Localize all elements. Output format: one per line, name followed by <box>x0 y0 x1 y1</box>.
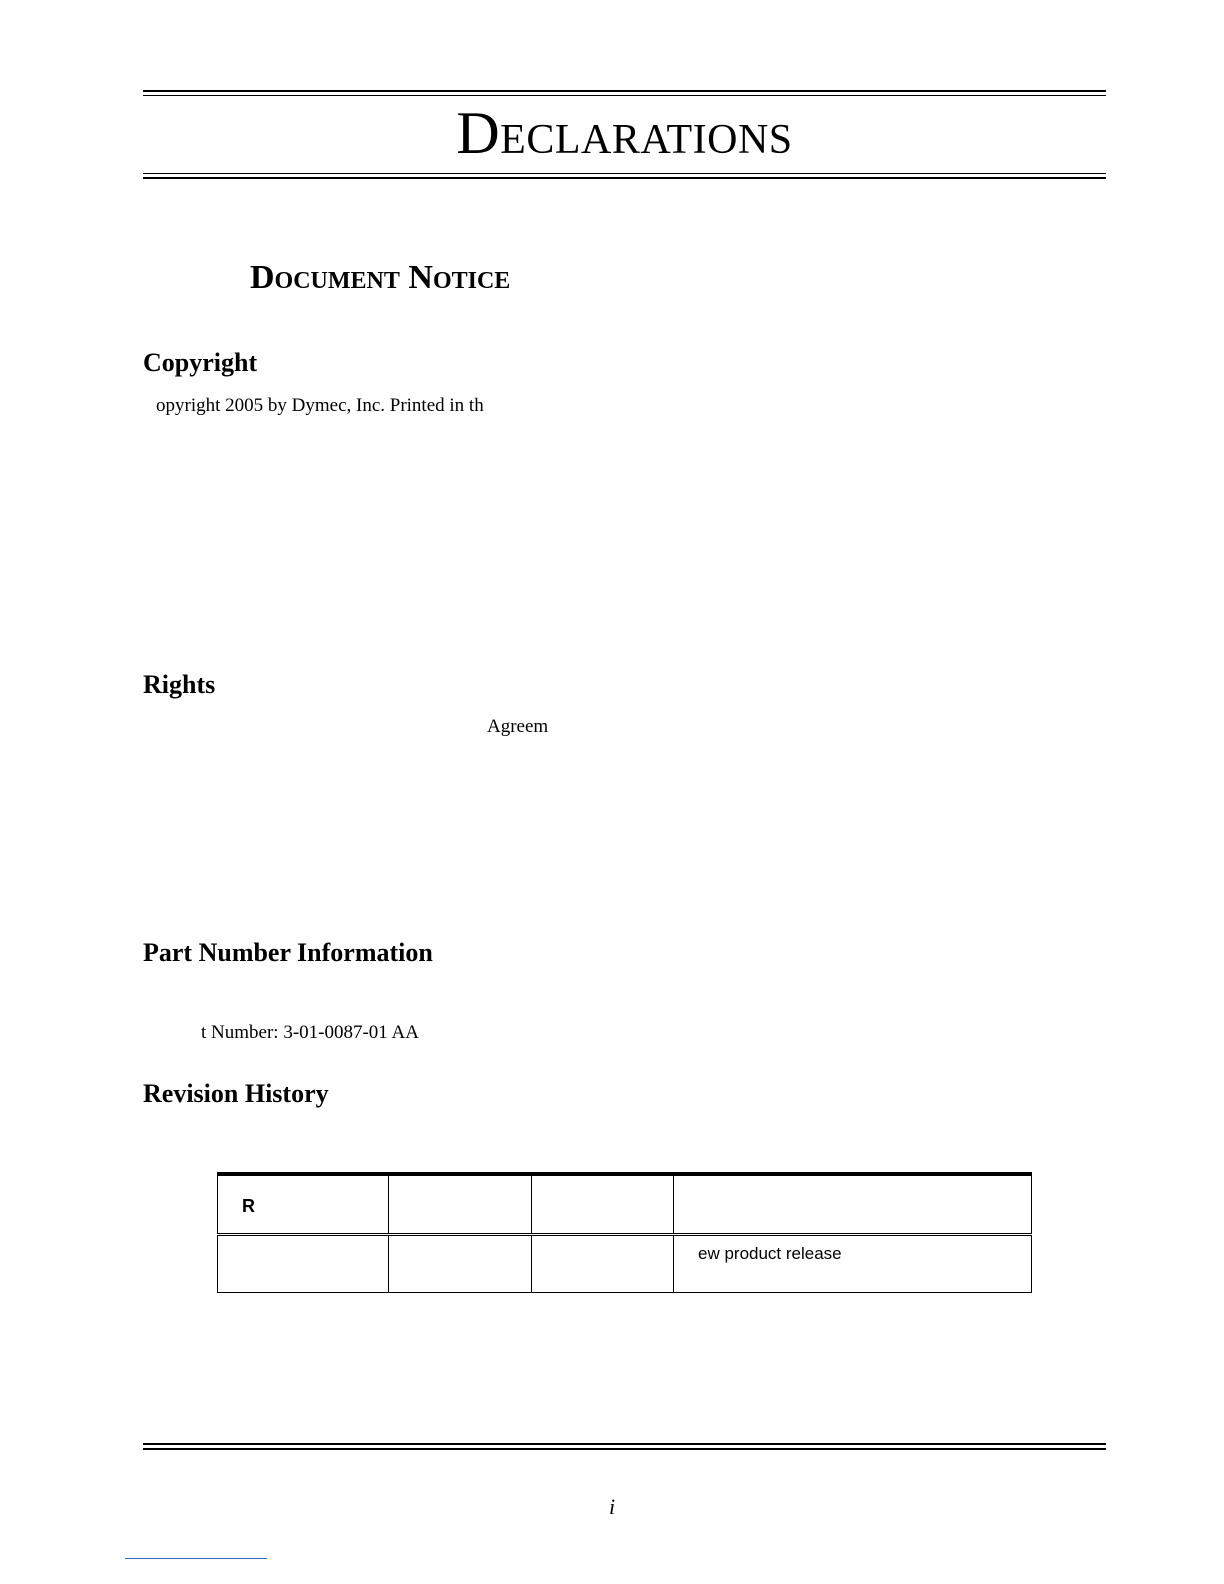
page-title: Declarations <box>456 100 793 166</box>
table-cell <box>218 1234 389 1292</box>
copyright-text: opyright 2005 by Dymec, Inc. Printed in th <box>156 395 484 416</box>
rights-heading: Rights <box>143 670 216 699</box>
top-rule-lower <box>143 173 1106 181</box>
table-header-row <box>218 1174 1032 1234</box>
table-cell: ew product release <box>674 1234 1032 1292</box>
table-cell <box>532 1234 674 1292</box>
table-header-cell <box>674 1174 1032 1234</box>
part-number-text: t Number: 3-01-0087-01 AA <box>201 1022 419 1043</box>
table-header-cell <box>532 1174 674 1234</box>
page-number: i <box>608 1494 616 1519</box>
revision-history-heading: Revision History <box>143 1079 329 1108</box>
revision-history-table <box>217 1172 1032 1293</box>
table-cell <box>389 1234 532 1292</box>
rights-text: Agreem <box>487 716 549 737</box>
link-underline <box>125 1558 267 1559</box>
copyright-heading: Copyright <box>143 348 258 377</box>
top-rule-upper <box>143 90 1106 98</box>
section-title: Document Notice <box>250 259 511 296</box>
part-number-heading: Part Number Information <box>143 938 433 967</box>
bottom-rule <box>143 1443 1106 1451</box>
table-header-cell <box>389 1174 532 1234</box>
table-row <box>218 1234 1032 1292</box>
table-header-cell: R <box>218 1174 389 1234</box>
